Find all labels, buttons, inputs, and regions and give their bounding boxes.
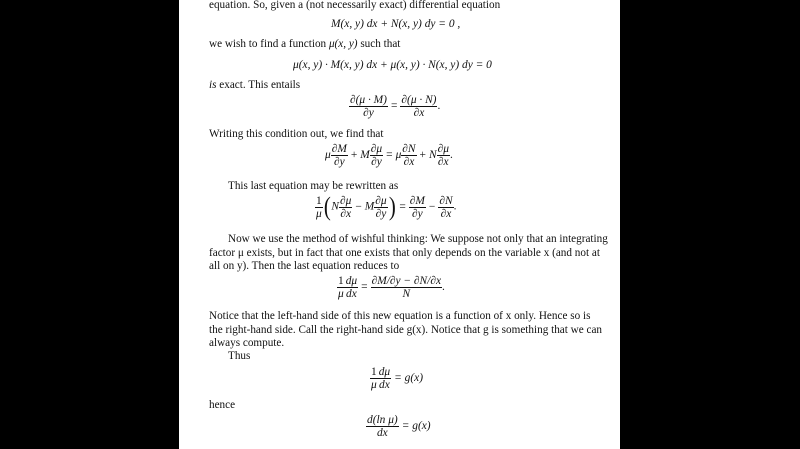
fraction [371, 275, 442, 300]
inline-math: μ(x, y) [328, 38, 358, 50]
denominator: ∂x [340, 207, 352, 220]
denominator: dx [346, 288, 357, 300]
equation-3 [349, 94, 440, 119]
equals-sign: = [399, 200, 406, 213]
equation-5 [315, 194, 456, 220]
paragraph-line: always compute. [209, 337, 285, 349]
plus-sign: + [350, 149, 358, 162]
equals-sign: = [390, 100, 398, 113]
left-paren: ( [323, 192, 331, 221]
fraction [401, 143, 416, 168]
numerator: ∂N [439, 194, 453, 207]
paragraph-line: Notice that the left-hand side of this new equation is a function of x only. Hence so is [209, 310, 591, 322]
equals-sign: = [361, 281, 368, 294]
period: . [442, 281, 445, 294]
fraction [400, 94, 437, 119]
numerator: 1 [316, 194, 322, 207]
numerator: 1 [371, 366, 377, 378]
numerator: ∂(μ · N) [401, 94, 437, 106]
fraction [339, 195, 352, 220]
denominator: ∂x [400, 106, 437, 119]
equation-1: M(x, y) dx + N(x, y) dy = 0 , [331, 18, 461, 30]
fraction [370, 143, 383, 168]
plus-sign: + [419, 149, 426, 162]
numerator: ∂μ [437, 143, 449, 155]
paragraph-line: Writing this condition out, we find that [209, 128, 384, 140]
denominator: ∂x [437, 156, 449, 168]
denominator: ∂x [401, 155, 416, 168]
period: . [449, 149, 453, 162]
paragraph-line: all on y). Then the last equation reduces to [209, 260, 400, 272]
document-page [179, 0, 620, 449]
numerator: ∂μ [375, 194, 387, 207]
fraction [337, 275, 345, 300]
numerator: 1 [338, 275, 344, 287]
fraction [378, 366, 391, 391]
paragraph-line: factor μ exists, but in fact that one exists that only depends on the variable x (and not at [209, 247, 600, 259]
numerator: ∂μ [370, 143, 383, 155]
paragraph-line: Thus [228, 350, 251, 362]
numerator: ∂(μ · M) [350, 94, 387, 106]
text-segment: such that [357, 38, 401, 50]
math-symbol: M [360, 149, 370, 162]
denominator: μ [316, 207, 322, 220]
fraction [438, 195, 453, 220]
math-symbol: μ [325, 149, 331, 162]
text-segment: exact. This entails [216, 79, 301, 91]
fraction [374, 195, 387, 220]
paragraph-line [209, 38, 400, 51]
math-symbol: N [428, 149, 437, 162]
paragraph-line: hence [209, 399, 236, 411]
fraction [349, 94, 388, 119]
period: . [453, 200, 457, 213]
denominator: μ [338, 288, 344, 300]
fraction [366, 414, 399, 439]
numerator: ∂M [331, 143, 347, 155]
denominator: dx [366, 426, 399, 439]
denominator: ∂y [371, 156, 382, 168]
equation-7 [370, 366, 423, 391]
denominator: ∂y [375, 207, 387, 220]
right-paren: ) [388, 192, 396, 221]
minus-sign: − [428, 200, 436, 213]
paragraph-line: Now we use the method of wishful thinking: We suppose not only that an integrating [228, 233, 608, 245]
paragraph-line [209, 79, 300, 92]
math-symbol: M [364, 200, 375, 213]
right-hand-side: = g(x) [394, 372, 424, 385]
numerator: ∂N [402, 143, 416, 155]
paragraph-line: This last equation may be rewritten as [228, 180, 399, 192]
paragraph-line: equation. So, given a (not necessarily exact) differential equation [209, 0, 501, 11]
fraction [315, 195, 323, 220]
fraction [370, 366, 378, 391]
fraction [331, 143, 348, 168]
math-symbol: N [331, 200, 339, 213]
text-segment: we wish to find a function [209, 38, 329, 50]
equation-8 [366, 414, 431, 439]
denominator: ∂y [331, 155, 348, 168]
fraction [437, 143, 450, 168]
numerator: dμ [345, 275, 358, 287]
equation-6 [337, 275, 445, 300]
numerator: ∂μ [340, 194, 352, 207]
math-symbol: μ [395, 149, 402, 162]
right-hand-side: = g(x) [401, 420, 431, 433]
equals-sign: = [386, 149, 393, 162]
numerator: ∂M [409, 194, 425, 207]
denominator: ∂y [349, 106, 388, 119]
numerator: dμ [378, 366, 391, 378]
denominator: ∂y [409, 207, 426, 220]
denominator: dx [379, 379, 390, 391]
denominator: N [371, 287, 442, 300]
denominator: μ [371, 379, 377, 391]
period: . [437, 100, 441, 113]
emphasis: is [209, 79, 217, 91]
equation-2: μ(x, y) · M(x, y) dx + μ(x, y) · N(x, y) dy = 0 [293, 59, 492, 71]
fraction [409, 195, 426, 220]
minus-sign: − [355, 200, 362, 213]
numerator: ∂M/∂y − ∂N/∂x [371, 275, 442, 287]
denominator: ∂x [438, 207, 453, 220]
fraction [345, 275, 358, 300]
paragraph-line: the right-hand side. Call the right-hand side g(x). Notice that g is something that we can [209, 324, 603, 336]
numerator: d(ln μ) [367, 414, 398, 426]
equation-4 [325, 143, 453, 168]
